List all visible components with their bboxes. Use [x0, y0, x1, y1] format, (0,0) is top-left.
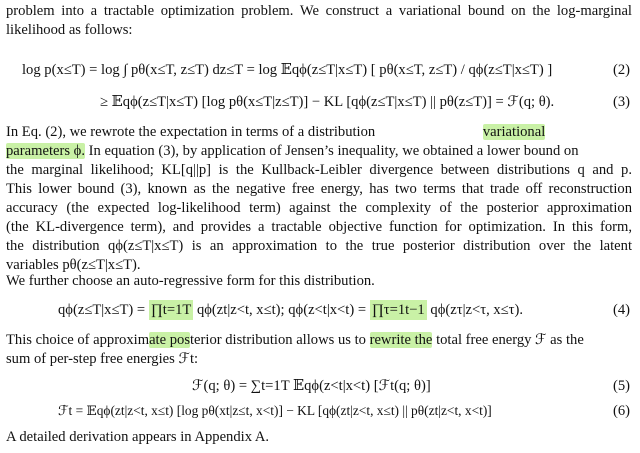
text-line-final: A detailed derivation appears in Appendix A.: [6, 429, 270, 445]
highlight-variational: variational: [482, 124, 546, 140]
highlight-product-1: ∏t=1T: [150, 302, 192, 318]
equation-2: log p(x≤T) = log ∫ pθ(x≤T, z≤T) dz≤T = log 𝔼qϕ(z≤T|x≤T) [ pθ(x≤T, z≤T) / qϕ(z≤T|x≤T) ]: [22, 62, 553, 78]
equation-3: ≥ 𝔼qϕ(z≤T|x≤T) [log pθ(x≤T|z≤T)] − KL [qϕ(z≤T|x≤T) || pθ(z≤T)] = ℱ(q; θ).: [100, 94, 555, 110]
highlight-parameters: parameters ϕ.: [6, 143, 85, 159]
paragraph-line: [6, 142, 632, 161]
paragraph-line: [6, 331, 632, 350]
paragraph-line: the distribution qϕ(z≤T|x≤T) is an approximation to the true posterior distribution over the latent: [6, 238, 632, 254]
equation-number-6: (6): [612, 403, 630, 419]
paragraph-text: This choice of approxim: [6, 332, 150, 348]
equation-number-2: (2): [612, 62, 630, 78]
paragraph-line: variables pθ(z≤T|x≤T).: [6, 257, 141, 273]
text-line-2: likelihood as follows:: [6, 22, 133, 38]
paragraph-line: This lower bound (3), known as the negative free energy, has two terms that trade off reconstruction: [6, 181, 632, 197]
equation-number-4: (4): [612, 302, 630, 318]
equation-4-part: qϕ(zτ|z<τ, x≤τ).: [430, 302, 524, 318]
highlight-posterior: ate pos: [149, 332, 190, 348]
equation-number-3: (3): [612, 94, 630, 110]
paragraph-line: [6, 123, 632, 142]
paragraph-line: the marginal likelihood; KL[q||p] is the Kullback-Leibler divergence between distributions q and p.: [6, 162, 632, 178]
paragraph-text: In equation (3), by application of Jensen’s inequality, we obtained a lower bound on: [88, 143, 579, 159]
equation-5: ℱ(q; θ) = ∑t=1T 𝔼qϕ(z<t|x<t) [ℱt(q; θ)]: [192, 378, 431, 394]
paragraph-text: total free energy ℱ as the: [436, 332, 584, 348]
equation-6: ℱt = 𝔼qϕ(zt|z<t, x≤t) [log pθ(xt|z≤t, x<t)] − KL [qϕ(zt|z<t, x≤t) || pθ(zt|z<t, x<t)]: [58, 403, 492, 418]
paragraph-line: accuracy (the expected log-likelihood term) against the complexity of the posterior approximation: [6, 200, 632, 216]
equation-4-part: qϕ(z≤T|x≤T) =: [58, 302, 146, 318]
paragraph-text: terior distribution allows us to: [190, 332, 366, 348]
paragraph-line: sum of per-step free energies ℱt:: [6, 351, 199, 367]
paragraph-line: We further choose an auto-regressive form for this distribution.: [6, 273, 375, 289]
equation-4: [58, 300, 523, 320]
paragraph-line: (the KL-divergence term), and provides a tractable objective function for optimization. In this form,: [6, 219, 632, 235]
equation-number-5: (5): [612, 378, 630, 394]
highlight-rewrite: rewrite the: [369, 332, 433, 348]
highlight-product-2: ∏τ=1t−1: [371, 302, 425, 318]
text-line-1: problem into a tractable optimization problem. We construct a variational bound on the log-marginal: [6, 3, 632, 19]
paragraph-text: In Eq. (2), we rewrote the expectation in terms of a distribution: [6, 124, 376, 140]
equation-4-part: qϕ(zt|z<t, x≤t); qϕ(z<t|x<t) =: [196, 302, 367, 318]
